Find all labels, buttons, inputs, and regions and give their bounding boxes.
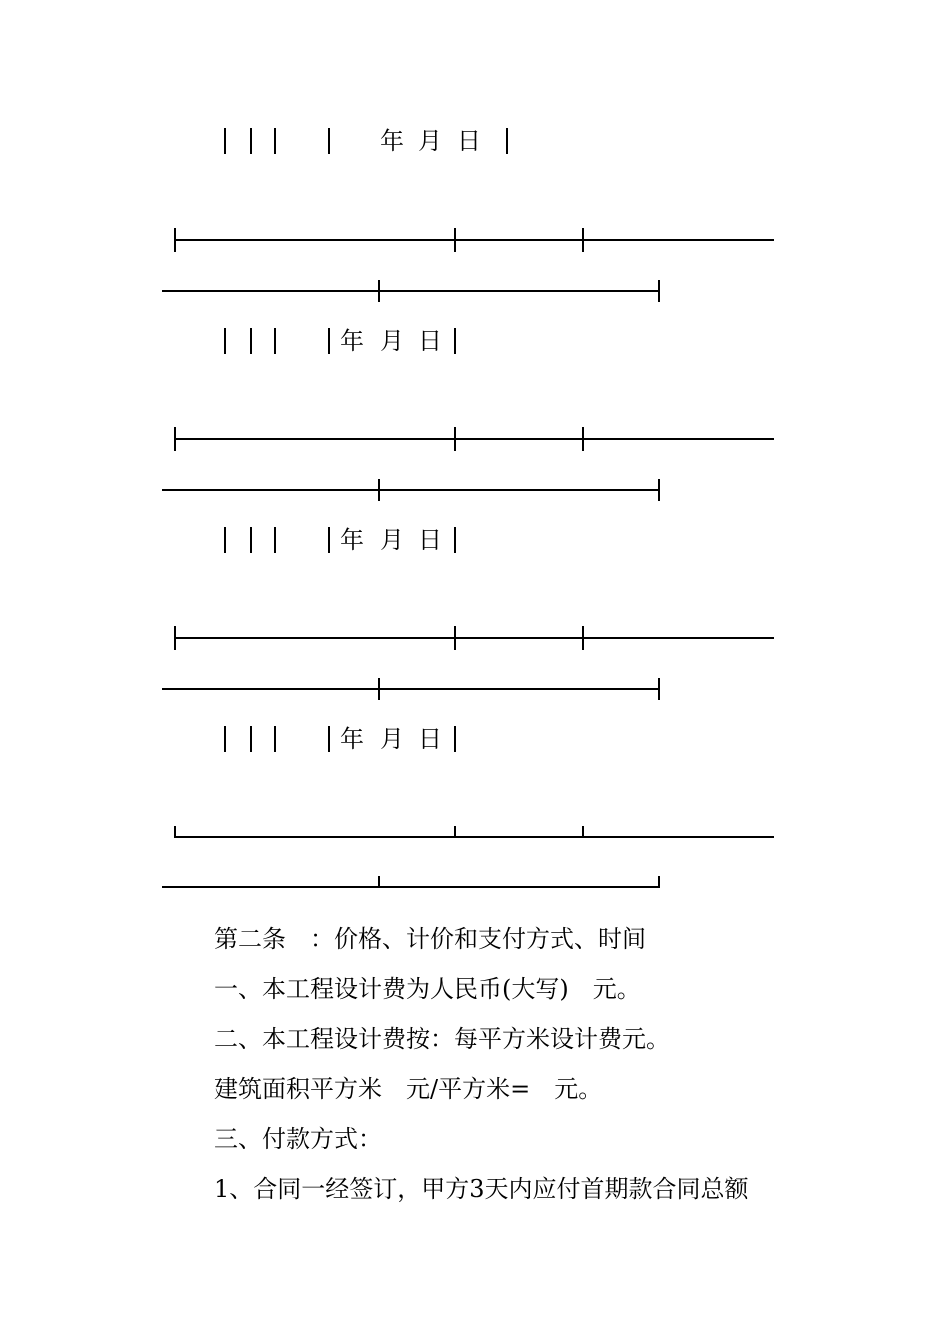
- table-tick: [582, 228, 584, 252]
- table-tick: [378, 678, 380, 700]
- table-vline: [274, 328, 276, 354]
- table-tick: [378, 876, 380, 888]
- table-tick: [582, 826, 584, 838]
- month-label: 月: [418, 127, 442, 155]
- day-label: 日: [418, 725, 442, 753]
- day-label: 日: [457, 127, 481, 155]
- table-hline: [162, 290, 660, 292]
- table-tick: [658, 876, 660, 888]
- table-vline: [250, 726, 252, 752]
- table-vline: [224, 527, 226, 553]
- table-tick: [454, 228, 456, 252]
- table-vline: [328, 128, 330, 154]
- table-hline: [162, 886, 660, 888]
- table-vline: [274, 726, 276, 752]
- table-tick: [174, 427, 176, 451]
- table-tick: [378, 479, 380, 501]
- article-paragraph: 二、本工程设计费按：每平方米设计费元。: [214, 1025, 670, 1053]
- table-vline: [454, 527, 456, 553]
- table-hline: [174, 239, 774, 241]
- table-vline: [328, 527, 330, 553]
- table-hline: [162, 688, 660, 690]
- table-hline: [174, 836, 774, 838]
- table-vline: [224, 128, 226, 154]
- table-vline: [224, 328, 226, 354]
- table-hline: [162, 489, 660, 491]
- year-label: 年: [340, 725, 364, 753]
- article-paragraph: 建筑面积平方米 元/平方米= 元。: [214, 1075, 603, 1103]
- table-tick: [582, 427, 584, 451]
- month-label: 月: [380, 327, 404, 355]
- day-label: 日: [418, 526, 442, 554]
- year-label: 年: [340, 526, 364, 554]
- article-heading: 第二条 ：价格、计价和支付方式、时间: [214, 925, 646, 953]
- table-tick: [582, 626, 584, 650]
- month-label: 月: [380, 526, 404, 554]
- table-vline: [274, 527, 276, 553]
- table-tick: [454, 626, 456, 650]
- year-label: 年: [340, 327, 364, 355]
- article-paragraph: 1、合同一经签订，甲方3天内应付首期款合同总额: [214, 1175, 749, 1203]
- table-vline: [328, 726, 330, 752]
- table-vline: [274, 128, 276, 154]
- table-vline: [328, 328, 330, 354]
- table-tick: [174, 626, 176, 650]
- article-paragraph: 一、本工程设计费为人民币(大写) 元。: [214, 975, 641, 1003]
- table-tick: [174, 826, 176, 838]
- table-vline: [454, 726, 456, 752]
- table-hline: [174, 637, 774, 639]
- table-hline: [174, 438, 774, 440]
- table-vline: [454, 328, 456, 354]
- table-tick: [454, 427, 456, 451]
- table-vline: [506, 128, 508, 154]
- table-tick: [174, 228, 176, 252]
- table-tick: [658, 479, 660, 501]
- table-vline: [224, 726, 226, 752]
- table-vline: [250, 328, 252, 354]
- year-label: 年: [380, 127, 404, 155]
- day-label: 日: [418, 327, 442, 355]
- table-tick: [658, 678, 660, 700]
- table-tick: [454, 826, 456, 838]
- article-paragraph: 三、付款方式：: [214, 1125, 382, 1153]
- table-vline: [250, 128, 252, 154]
- table-vline: [250, 527, 252, 553]
- table-tick: [378, 280, 380, 302]
- month-label: 月: [380, 725, 404, 753]
- table-tick: [658, 280, 660, 302]
